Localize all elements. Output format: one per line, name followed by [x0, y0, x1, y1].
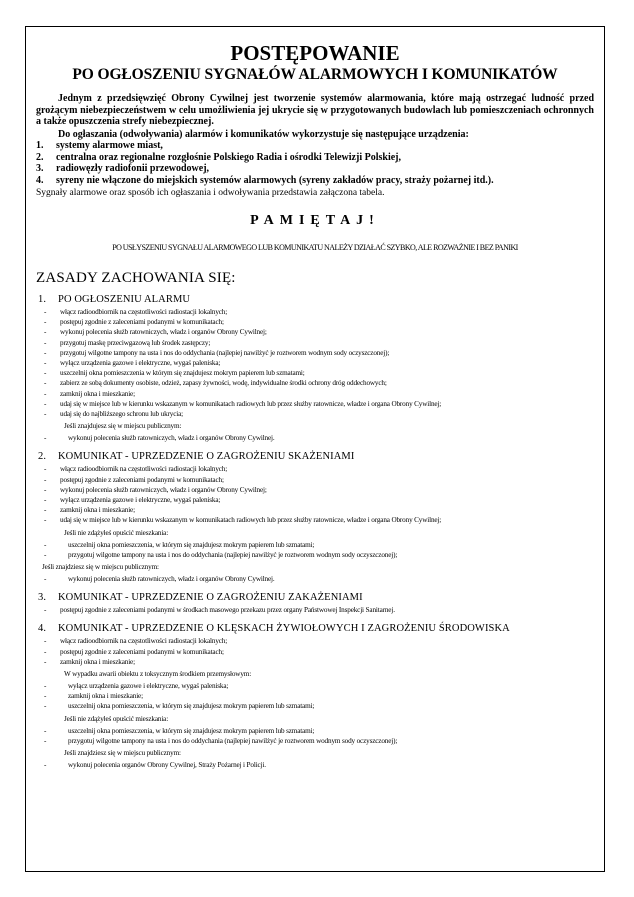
device-text: systemy alarmowe miast, [56, 140, 163, 151]
rule-item [36, 338, 594, 348]
rule-text: postępuj zgodnie z zaleceniami podanymi w komunikatach; [60, 475, 224, 484]
rule-text: wyłącz urządzenia gazowe i elektryczne, wygaś paleniska; [68, 682, 229, 691]
dash-bullet: - [44, 506, 47, 515]
rule-item [36, 433, 594, 443]
rule-item [36, 495, 594, 505]
section-heading [36, 623, 594, 635]
devices-list [36, 140, 594, 186]
subsection-label: W wypadku awarii obiektu z toksycznym środkiem przemysłowym: [64, 670, 252, 679]
rule-section [36, 592, 594, 615]
rule-text: wykonuj polecenia służb ratowniczych, władz i organów Obrony Cywilnej; [60, 485, 267, 494]
rule-text: wyłącz urządzenia gazowe i elektryczne, wygaś paleniska; [60, 359, 221, 368]
dash-bullet: - [44, 736, 47, 745]
device-text: radiowęzły radiofonii przewodowej, [56, 163, 210, 174]
rule-text: uszczelnij okna pomieszczenia w którym się znajdujesz mokrym papierem lub szmatami; [60, 369, 305, 378]
rule-item [36, 681, 594, 691]
device-number: 4. [36, 174, 44, 186]
dash-bullet: - [44, 359, 47, 368]
rule-item [36, 760, 594, 770]
rule-item [36, 348, 594, 358]
document-frame [25, 26, 605, 872]
rule-item [36, 691, 594, 701]
subsection-label: Jeśli znajdujesz się w miejscu publicznym: [64, 422, 182, 431]
device-item [36, 152, 594, 164]
device-item [36, 163, 594, 175]
rule-text: wykonuj polecenia służb ratowniczych, władz i organów Obrony Cywilnej; [60, 328, 267, 337]
rule-item [36, 399, 594, 409]
rule-item [36, 550, 594, 560]
rule-text: wykonuj polecenia służb ratowniczych, władz i organów Obrony Cywilnej. [68, 434, 275, 443]
section-title: KOMUNIKAT - UPRZEDZENIE O KLĘSKACH ŻYWIOŁOWYCH I ZAGROŻENIU ŚRODOWISKA [58, 623, 510, 635]
rule-item [36, 605, 594, 615]
intro-paragraph: Jednym z przedsięwzięć Obrony Cywilnej jest tworzenie systemów alarmowania, które mają ostrzegać ludność przed grożącym niebezpieczeństwem w celu umożliwienia jej ukrycie się w przygotowanych budowlach lub pomieszczeniach ochronnych a także opuszczenia strefy niebezpiecznej. [36, 93, 594, 127]
section-number: 4. [38, 623, 47, 635]
rule-list [36, 681, 594, 712]
rule-list [36, 636, 594, 667]
rule-item [36, 505, 594, 515]
dash-bullet: - [44, 410, 47, 419]
device-item [36, 175, 594, 187]
rule-item [36, 657, 594, 667]
rule-item [36, 409, 594, 419]
rule-text: zamknij okna i mieszkanie; [60, 657, 135, 666]
dash-bullet: - [44, 485, 47, 494]
rule-text: uszczelnij okna pomieszczenia, w którym się znajdujesz mokrym papierem lub szmatami; [68, 726, 315, 735]
document-subtitle: PO OGŁOSZENIU SYGNAŁÓW ALARMOWYCH I KOMUNIKATÓW [72, 66, 558, 83]
rule-item [36, 307, 594, 317]
dash-bullet: - [44, 328, 47, 337]
device-text: syreny nie włączone do miejskich systemów alarmowych (syreny zakładów pracy, straży pożarnej itd.). [56, 174, 494, 186]
rule-text: wyłącz urządzenia gazowe i elektryczne, wygaś paleniska; [60, 496, 221, 505]
rule-item [36, 726, 594, 736]
rule-item [36, 636, 594, 646]
rule-text: zamknij okna i mieszkanie; [60, 506, 135, 515]
section-heading [36, 451, 594, 463]
rule-text: zamknij okna i mieszkanie; [60, 389, 135, 398]
dash-bullet: - [44, 550, 47, 559]
dash-bullet: - [44, 348, 47, 357]
dash-bullet: - [44, 657, 47, 666]
section-title: KOMUNIKAT - UPRZEDZENIE O ZAGROŻENIU ZAKAŻENIAMI [58, 592, 363, 604]
rules-heading: ZASADY ZACHOWANIA SIĘ: [36, 270, 236, 286]
dash-bullet: - [44, 516, 47, 525]
rule-text: przygotuj wilgotne tampony na usta i nos do oddychania (najlepiej nawilżyć je roztworem wodnym sody oczyszczonej); [68, 736, 398, 745]
rules-sections [36, 294, 594, 770]
rule-text: wykonuj polecenia organów Obrony Cywilnej, Straży Pożarnej i Policji. [68, 761, 266, 770]
dash-bullet: - [44, 540, 47, 549]
dash-bullet: - [44, 606, 47, 615]
dash-bullet: - [44, 318, 47, 327]
rule-text: włącz radioodbiornik na częstotliwości radiostacji lokalnych; [60, 465, 228, 474]
dash-bullet: - [44, 682, 47, 691]
rule-list [36, 605, 594, 615]
rule-list [36, 760, 594, 770]
dash-bullet: - [44, 465, 47, 474]
rule-text: włącz radioodbiornik na częstotliwości radiostacji lokalnych; [60, 637, 228, 646]
rule-text: udaj się do najbliższego schronu lub ukrycia; [60, 410, 183, 419]
dash-bullet: - [44, 575, 47, 584]
dash-bullet: - [44, 496, 47, 505]
subsection-label: Jeśli znajdziesz się w miejscu publicznym: [42, 563, 159, 572]
rule-section [36, 451, 594, 584]
rule-text: uszczelnij okna pomieszczenia, w którym się znajdujesz mokrym papierem lub szmatami; [68, 540, 315, 549]
rule-text: włącz radioodbiornik na częstotliwości radiostacji lokalnych; [60, 308, 228, 316]
dash-bullet: - [44, 692, 47, 701]
dash-bullet: - [44, 726, 47, 735]
rule-item [36, 647, 594, 657]
rule-item [36, 736, 594, 746]
remember-heading: PAMIĘTAJ! [250, 213, 380, 228]
document-title: POSTĘPOWANIE [230, 41, 400, 65]
device-number: 2. [36, 151, 44, 163]
rule-item [36, 317, 594, 327]
rule-text: wykonuj polecenia służb ratowniczych, władz i organów Obrony Cywilnej. [68, 575, 275, 584]
rule-item [36, 701, 594, 711]
rule-text: uszczelnij okna pomieszczenia, w którym się znajdujesz mokrym papierem lub szmatami; [68, 702, 315, 711]
dash-bullet: - [44, 475, 47, 484]
section-heading [36, 294, 594, 306]
device-number: 3. [36, 163, 44, 174]
section-number: 3. [38, 592, 47, 604]
device-item [36, 140, 594, 152]
rule-section [36, 623, 594, 770]
document-body [36, 41, 594, 770]
rule-list [36, 726, 594, 746]
rule-item [36, 475, 594, 485]
dash-bullet: - [44, 338, 47, 347]
rule-text: postępuj zgodnie z zaleceniami podanymi w komunikatach; [60, 647, 224, 656]
rule-item [36, 368, 594, 378]
subsection-label: Jeśli nie zdążyłeś opuścić mieszkania: [64, 714, 169, 723]
rule-list [36, 464, 594, 525]
rule-text: przygotuj wilgotne tampony na usta i nos do oddychania (najlepiej nawilżyć je roztworem wodnym sody oczyszczonej); [68, 550, 398, 559]
dash-bullet: - [44, 702, 47, 711]
rule-text: udaj się w miejsce lub w kierunku wskazanym w komunikatach radiowych lub przez służby ratownicze, władze i organa Obrony Cywilnej; [60, 399, 442, 408]
dash-bullet: - [44, 399, 47, 408]
section-title: KOMUNIKAT - UPRZEDZENIE O ZAGROŻENIU SKAŻENIAMI [58, 451, 355, 463]
section-heading [36, 592, 594, 604]
rule-item [36, 358, 594, 368]
dash-bullet: - [44, 389, 47, 398]
rule-list [36, 433, 594, 443]
rule-text: postępuj zgodnie z zaleceniami podanymi w środkach masowego przekazu przez organy Państwowej Inspekcji Sanitarnej. [60, 606, 395, 615]
rule-text: zamknij okna i mieszkanie; [68, 692, 143, 701]
dash-bullet: - [44, 434, 47, 443]
dash-bullet: - [44, 647, 47, 656]
rule-item [36, 378, 594, 388]
rule-list [36, 540, 594, 560]
rule-item [36, 485, 594, 495]
rule-item [36, 464, 594, 474]
dash-bullet: - [44, 761, 47, 770]
section-number: 1. [38, 294, 47, 305]
rule-item [36, 515, 594, 525]
section-title: PO OGŁOSZENIU ALARMU [58, 294, 191, 305]
rule-text: przygotuj wilgotne tampony na usta i nos do oddychania (najlepiej nawilżyć je roztworem wodnym sody oczyszczonej); [60, 348, 390, 357]
rule-item [36, 389, 594, 399]
subsection-label: Jeśli nie zdążyłeś opuścić mieszkania: [64, 528, 169, 537]
rule-item [36, 540, 594, 550]
signals-note: Sygnały alarmowe oraz sposób ich ogłaszania i odwoływania przedstawia załączona tabela. [36, 188, 385, 198]
device-text: centralna oraz regionalne rozgłośnie Polskiego Radia i ośrodki Telewizji Polskiej, [56, 151, 401, 163]
device-number: 1. [36, 140, 44, 151]
rule-text: zabierz ze sobą dokumenty osobiste, odzież, zapasy żywności, wodę, indywidualne środki ochrony dróg oddechowych; [60, 379, 387, 388]
rule-item [36, 327, 594, 337]
dash-bullet: - [44, 379, 47, 388]
rule-list [36, 574, 594, 584]
section-number: 2. [38, 451, 47, 463]
dash-bullet: - [44, 637, 47, 646]
rule-item [36, 574, 594, 584]
dash-bullet: - [44, 369, 47, 378]
subsection-label: Jeśli znajdziesz się w miejscu publicznym: [64, 749, 181, 758]
rule-text: przygotuj maskę przeciwgazową lub środek zastępczy; [60, 338, 211, 347]
rule-text: udaj się w miejsce lub w kierunku wskazanym w komunikatach radiowych lub przez służby ratownicze, władze i organa Obrony Cywilnej; [60, 516, 442, 525]
rule-text: postępuj zgodnie z zaleceniami podanymi w komunikatach; [60, 318, 224, 327]
rule-list [36, 307, 594, 419]
slogan: PO USŁYSZENIU SYGNAŁU ALARMOWEGO LUB KOMUNIKATU NALEŻY DZIAŁAĆ SZYBKO, ALE ROZWAŻNIE I BEZ PANIKI [112, 243, 518, 252]
rule-section [36, 294, 594, 443]
dash-bullet: - [44, 308, 47, 316]
devices-intro: Do ogłaszania (odwoływania) alarmów i komunikatów wykorzystuje się następujące urządzenia: [58, 128, 469, 140]
